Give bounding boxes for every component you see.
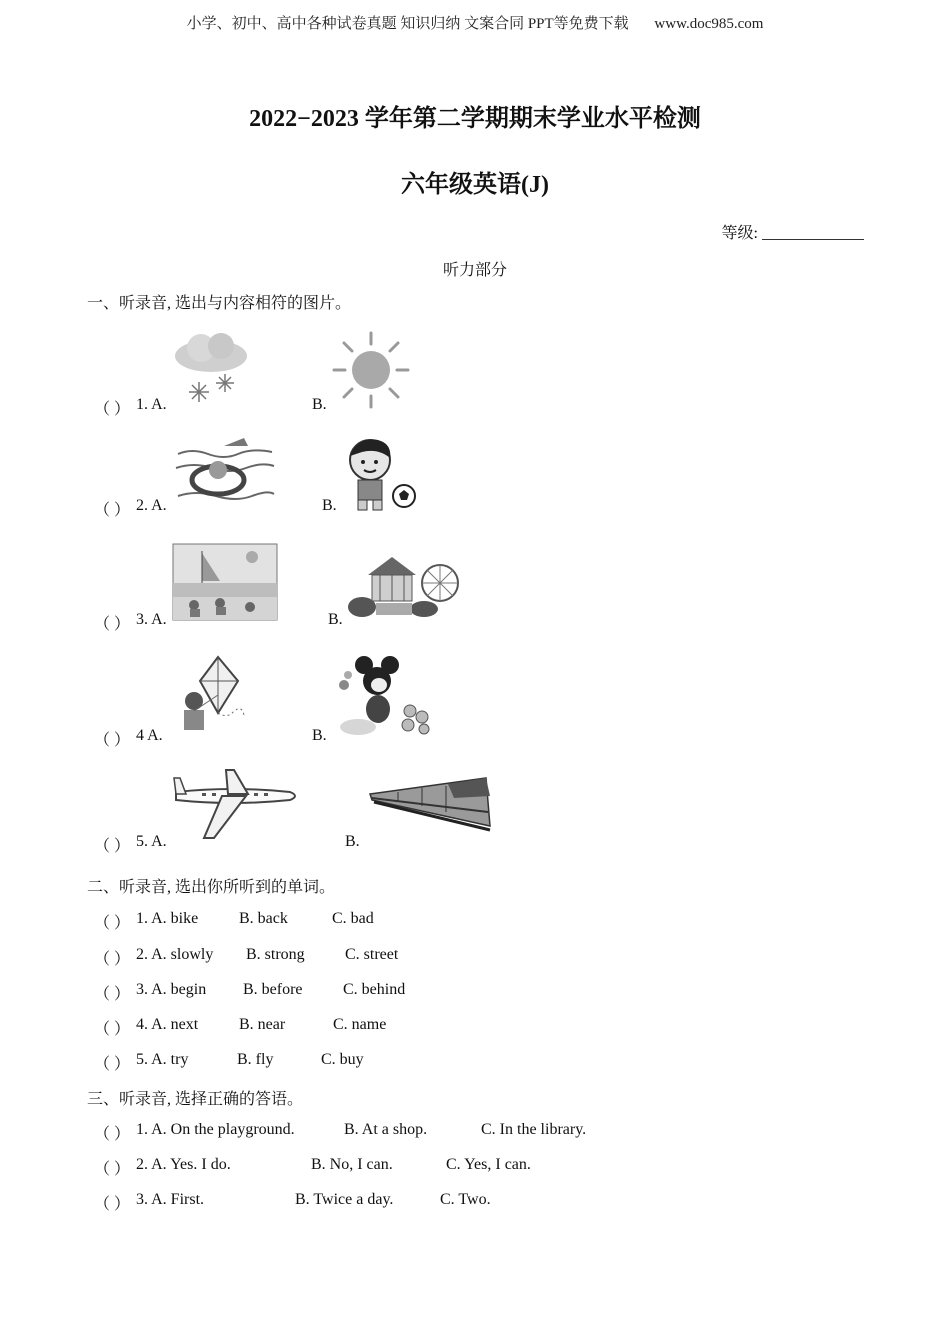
answer-paren[interactable]: （ ） <box>94 1126 131 1143</box>
s1-q1-label: 1. A. <box>136 396 167 413</box>
s3-q2-b: B. No, I can. <box>311 1156 393 1173</box>
s1-q2-b-label: B. <box>322 497 337 514</box>
s2-q2-c: C. street <box>345 946 399 963</box>
s2-q1-a: 1. A. bike <box>136 910 199 927</box>
s1-q3-b-label: B. <box>328 611 343 628</box>
s3-q1-c: C. In the library. <box>481 1121 587 1138</box>
s3-q3-a: 3. A. First. <box>136 1191 205 1208</box>
sun-icon <box>330 330 412 410</box>
answer-paren[interactable]: （ ） <box>94 616 131 633</box>
airplane-icon <box>172 766 302 842</box>
s2-q1-c: C. bad <box>332 910 374 927</box>
grade-field <box>722 220 864 243</box>
site-header-text: 小学、初中、高中各种试卷真题 知识归纳 文案合同 PPT等免费下载 <box>186 16 629 32</box>
s2-q3-b: B. before <box>243 981 303 998</box>
exam-subtitle: 六年级英语(J) <box>401 172 549 198</box>
listening-section-label: 听力部分 <box>442 262 507 279</box>
answer-paren[interactable]: （ ） <box>94 502 131 519</box>
answer-paren[interactable]: （ ） <box>94 401 131 418</box>
section3-heading: 三、听录音, 选择正确的答语。 <box>87 1091 304 1108</box>
s1-q5-label: 5. A. <box>136 833 167 850</box>
section1-heading: 一、听录音, 选出与内容相符的图片。 <box>87 295 352 312</box>
s1-q2-label: 2. A. <box>136 497 167 514</box>
s2-q1-b: B. back <box>239 910 288 927</box>
grade-blank[interactable] <box>762 225 864 240</box>
s2-q3-a: 3. A. begin <box>136 981 207 998</box>
s2-q4-c: C. name <box>333 1016 387 1033</box>
mickey-mouse-icon <box>330 655 434 739</box>
answer-paren[interactable]: （ ） <box>94 1056 131 1073</box>
s1-q4-b-label: B. <box>312 727 327 744</box>
s2-q5-c: C. buy <box>321 1051 364 1068</box>
beach-scene-icon <box>172 543 278 621</box>
s1-q3-label: 3. A. <box>136 611 167 628</box>
snow-cloud-icon <box>171 330 253 408</box>
answer-paren[interactable]: （ ） <box>94 1196 131 1213</box>
answer-paren[interactable]: （ ） <box>94 732 131 749</box>
s3-q1-a: 1. A. On the playground. <box>136 1121 295 1138</box>
s1-q5-b-label: B. <box>345 833 360 850</box>
s2-q4-b: B. near <box>239 1016 286 1033</box>
boy-football-icon <box>338 434 418 514</box>
s3-q3-b: B. Twice a day. <box>295 1191 394 1208</box>
s3-q2-c: C. Yes, I can. <box>446 1156 531 1173</box>
answer-paren[interactable]: （ ） <box>94 1161 131 1178</box>
exam-title: 2022−2023 学年第二学期期末学业水平检测 <box>249 106 701 132</box>
amusement-park-icon <box>348 553 462 619</box>
s2-q2-b: B. strong <box>246 946 305 963</box>
answer-paren[interactable]: （ ） <box>94 838 131 855</box>
s2-q4-a: 4. A. next <box>136 1016 199 1033</box>
answer-paren[interactable]: （ ） <box>94 915 131 932</box>
grade-label: 等级: <box>721 225 758 242</box>
s1-q1-b-label: B. <box>312 396 327 413</box>
answer-paren[interactable]: （ ） <box>94 951 131 968</box>
s2-q5-b: B. fly <box>237 1051 274 1068</box>
s3-q2-a: 2. A. Yes. I do. <box>136 1156 231 1173</box>
s2-q3-c: C. behind <box>343 981 406 998</box>
train-icon <box>368 772 492 836</box>
site-header <box>0 12 950 33</box>
s1-q4-label: 4 A. <box>136 727 163 744</box>
s2-q2-a: 2. A. slowly <box>136 946 214 963</box>
section2-heading: 二、听录音, 选出你所听到的单词。 <box>87 879 336 896</box>
s3-q1-b: B. At a shop. <box>344 1121 428 1138</box>
answer-paren[interactable]: （ ） <box>94 1021 131 1038</box>
site-header-url[interactable]: www.doc985.com <box>654 16 764 32</box>
kite-flying-icon <box>172 655 246 737</box>
swimming-icon <box>172 434 276 510</box>
s3-q3-c: C. Two. <box>440 1191 491 1208</box>
answer-paren[interactable]: （ ） <box>94 986 131 1003</box>
s2-q5-a: 5. A. try <box>136 1051 189 1068</box>
